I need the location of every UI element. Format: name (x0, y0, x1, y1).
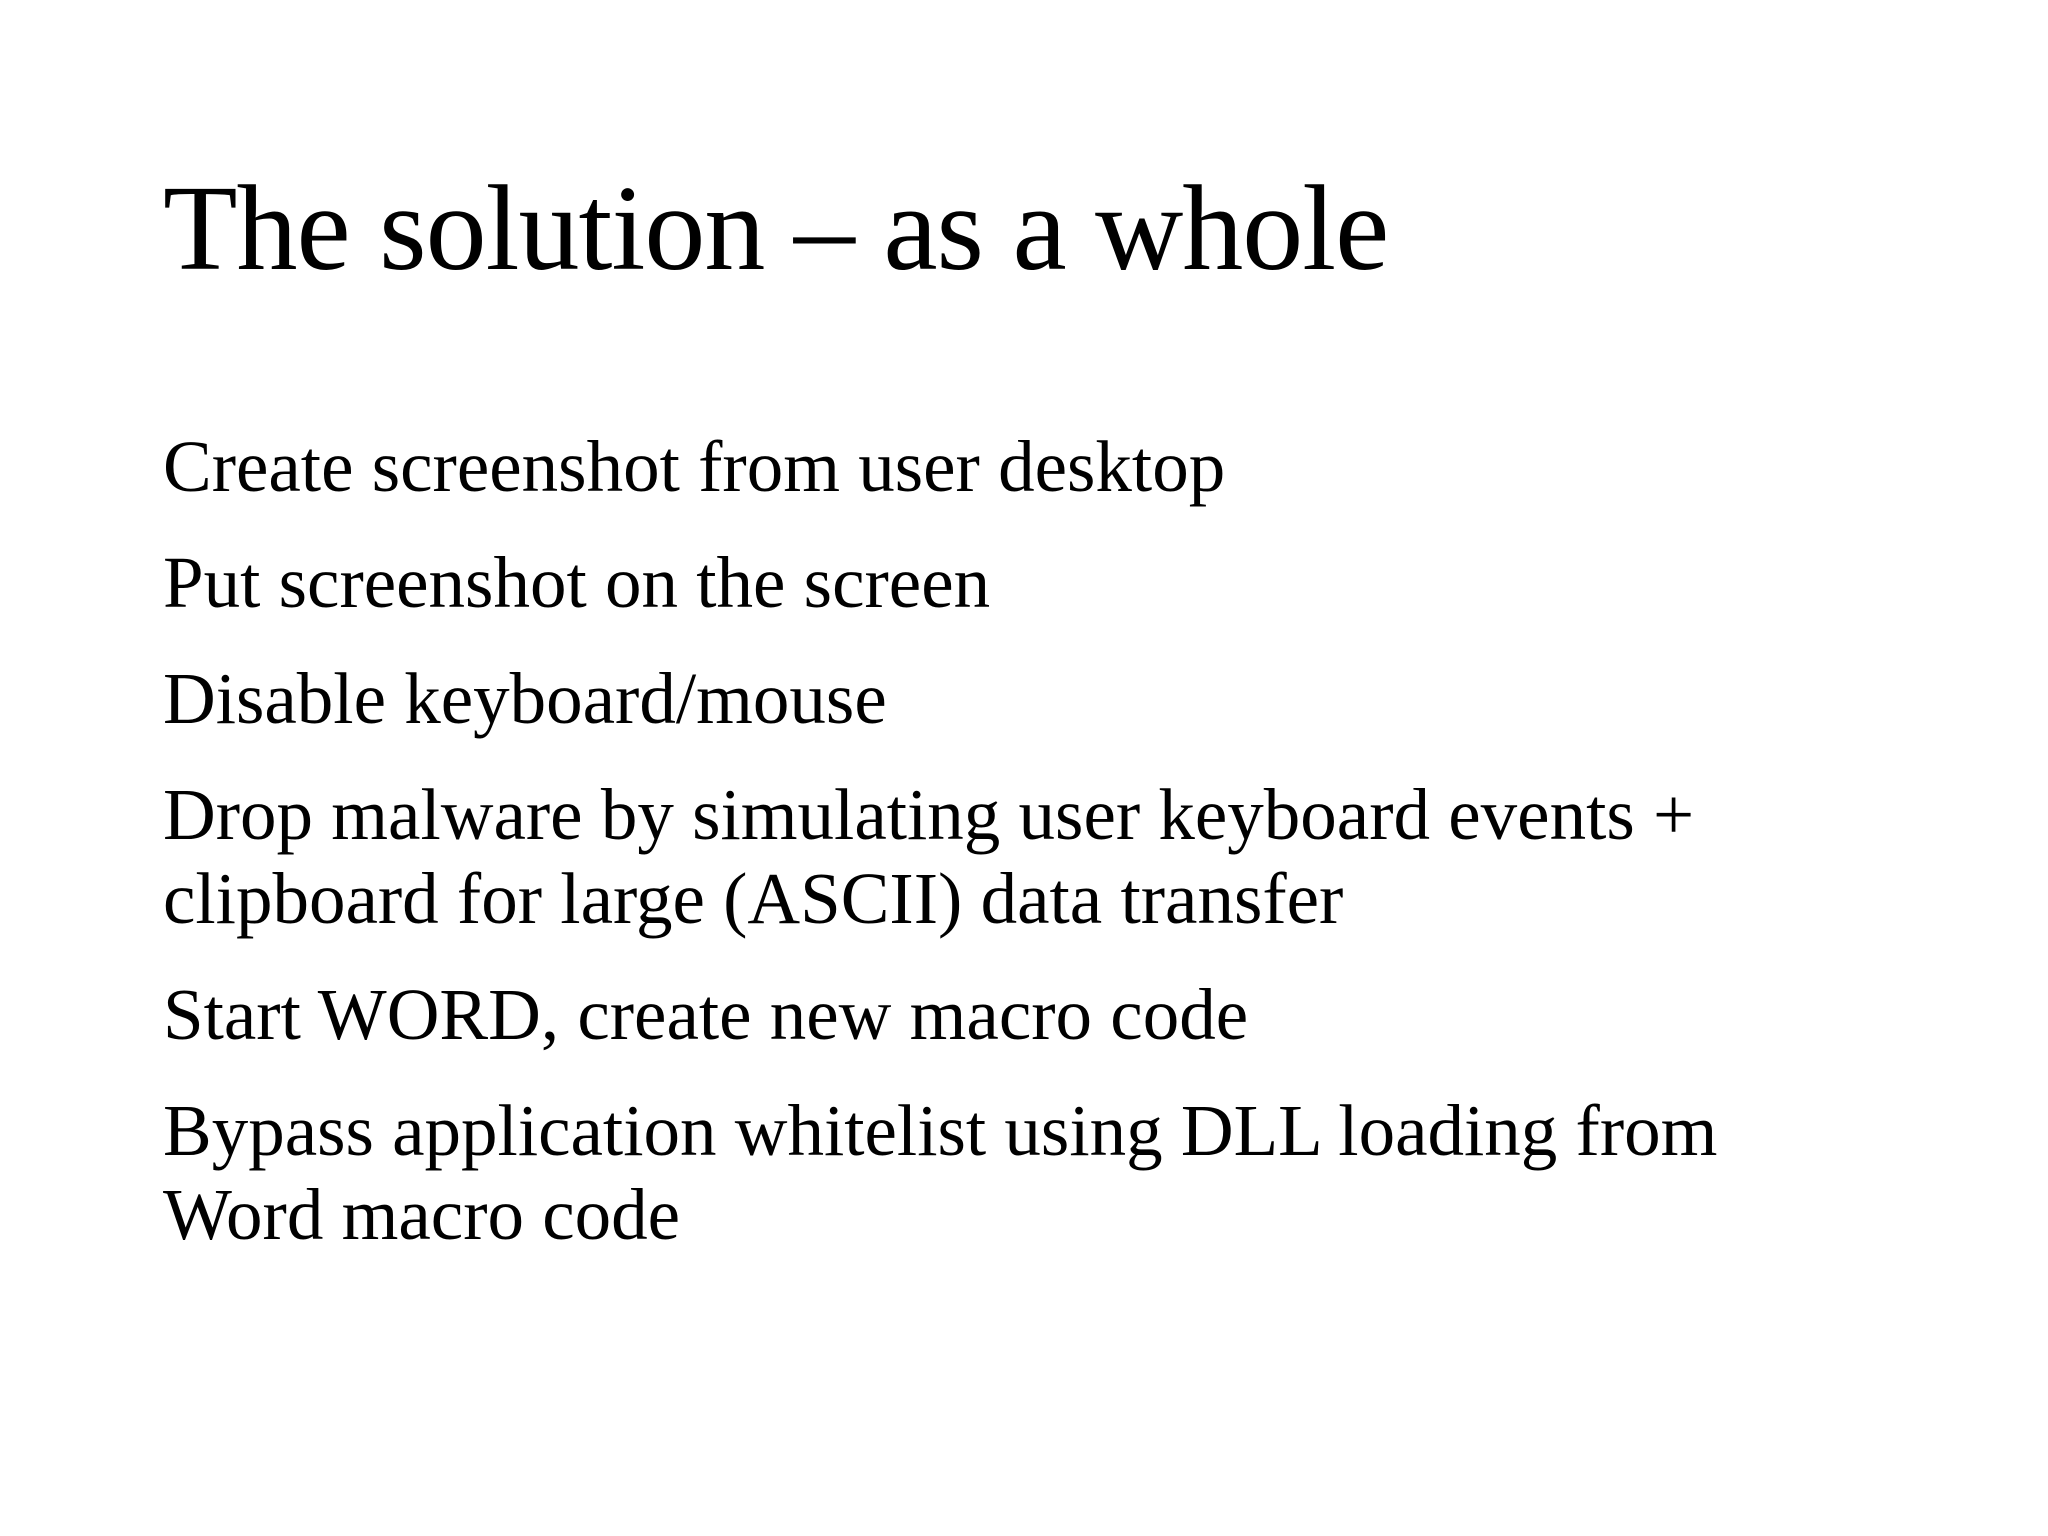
bullet-item-drop-malware: Drop malware by simulating user keyboard events + clipboard for large (ASCII) data transfer (163, 774, 1695, 939)
bullet-item-disable-input: Disable keyboard/mouse (163, 658, 887, 739)
bullet-item-start-word: Start WORD, create new macro code (163, 974, 1249, 1055)
bullet-item-put-screenshot: Put screenshot on the screen (163, 542, 991, 623)
bullet-list (163, 425, 1863, 1289)
bullet-item-bypass-whitelist: Bypass application whitelist using DLL loading from Word macro code (163, 1090, 1718, 1255)
slide-title: The solution – as a whole (163, 161, 1389, 296)
bullet-item-create-screenshot: Create screenshot from user desktop (163, 426, 1226, 507)
